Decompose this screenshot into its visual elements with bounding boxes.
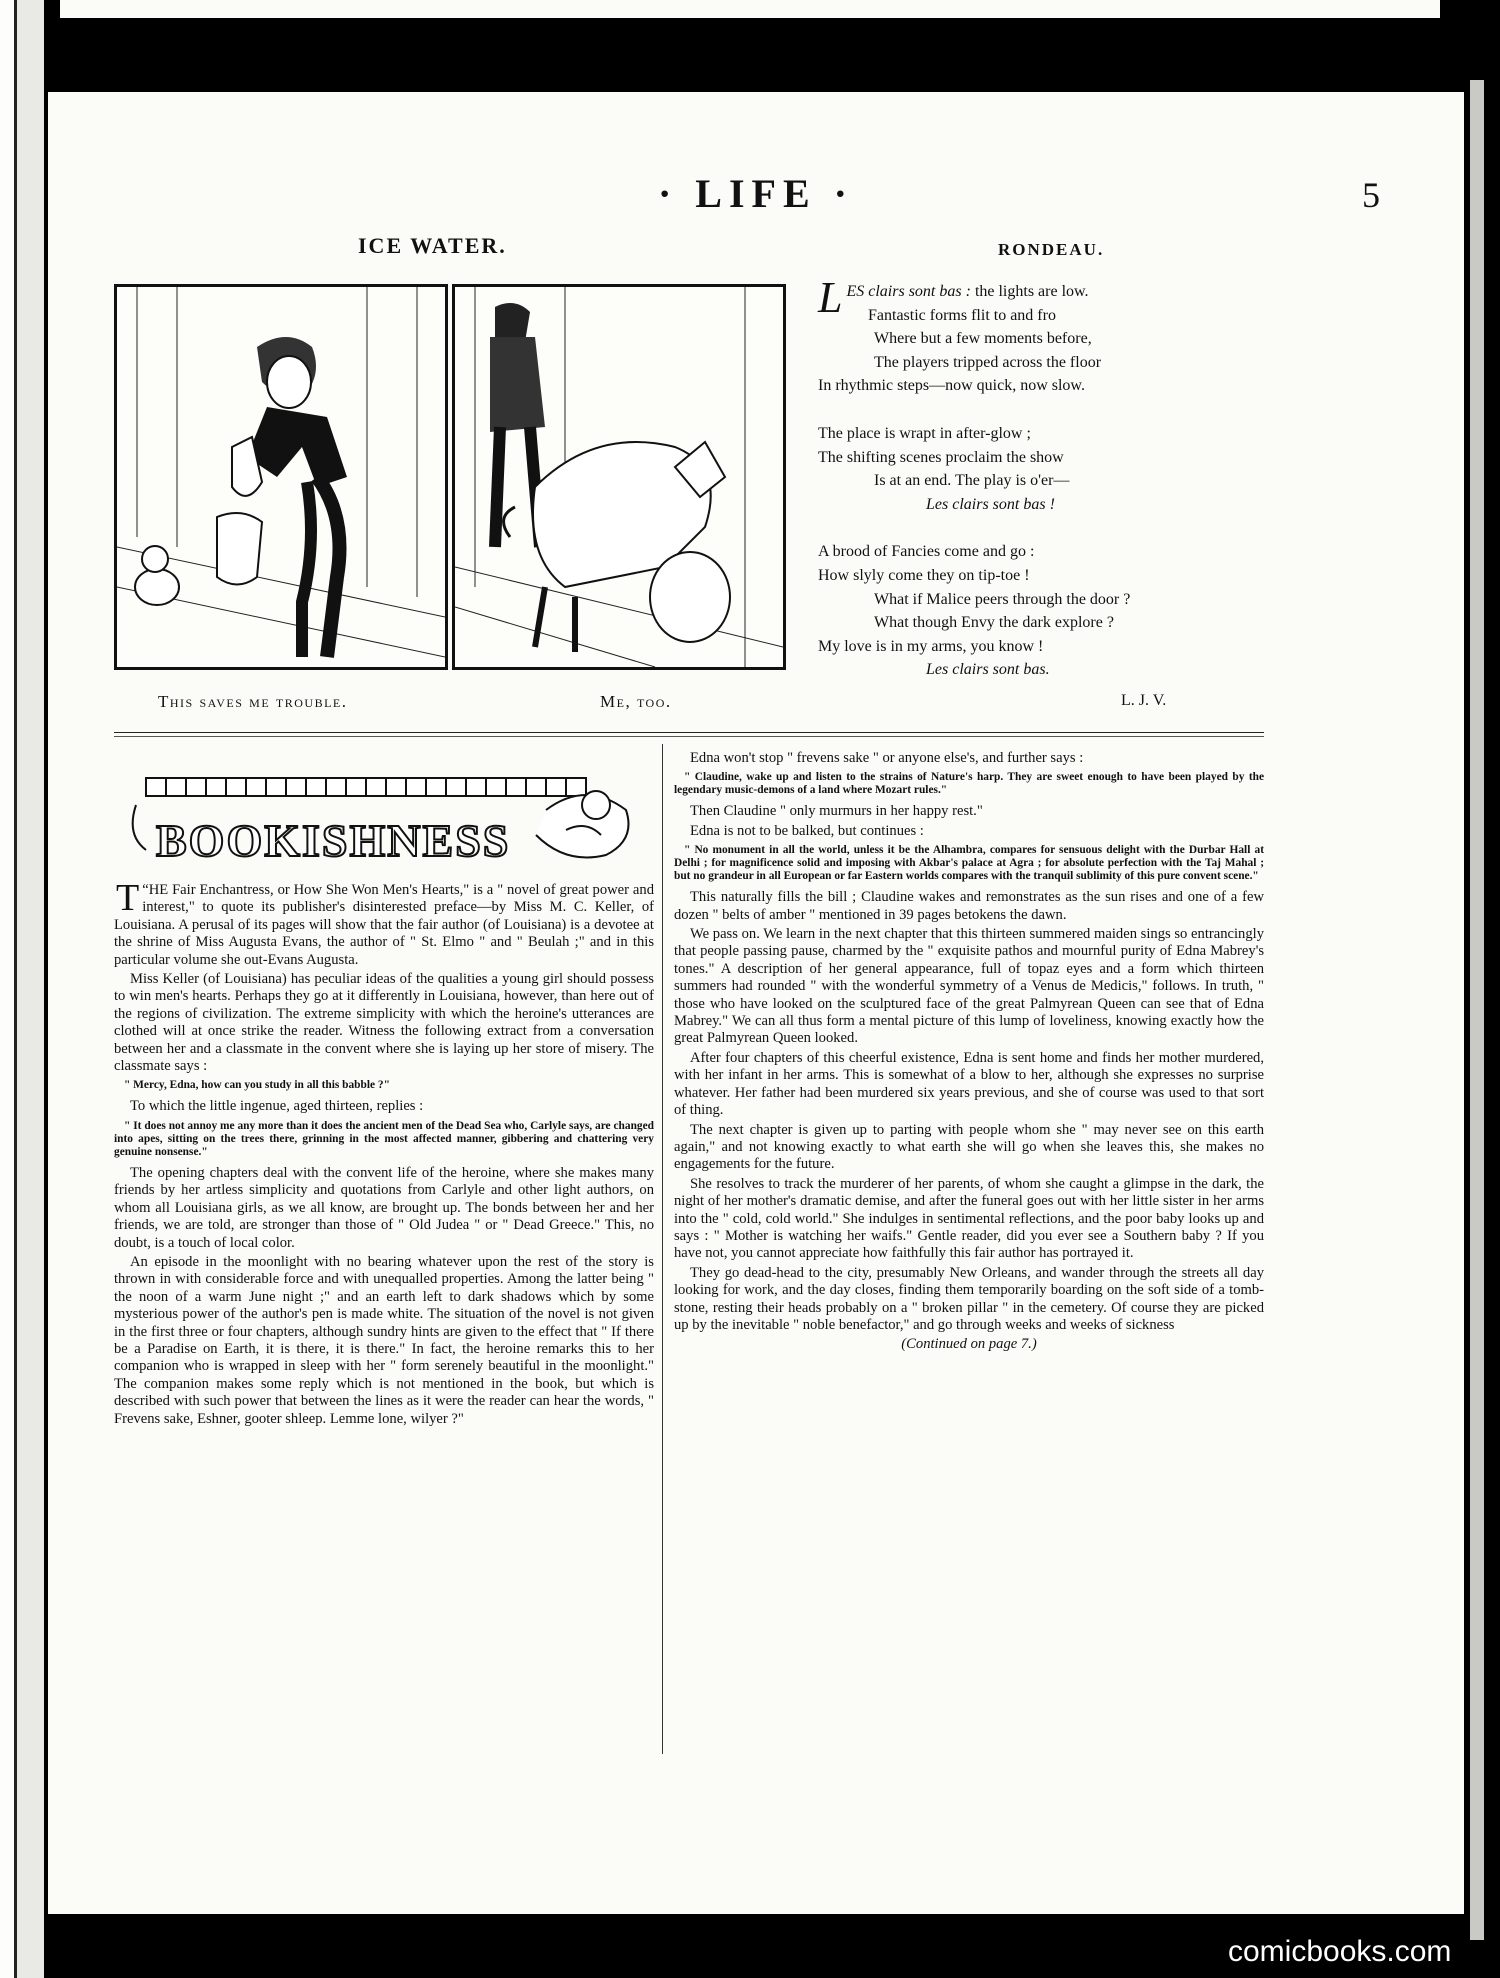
poem-line: the lights are low. [970, 283, 1089, 300]
poem-line: What if Malice peers through the door ? [874, 590, 1131, 608]
cartoon-title: ICE WATER. [358, 233, 507, 258]
drop-cap: T [116, 877, 140, 919]
cartoon-panel-right [452, 284, 786, 670]
block-quote: " Claudine, wake up and listen to the strains of Nature's harp. They are sweet enough to have been played by the legendary music-demons of a land where Mozart rules." [674, 771, 1264, 797]
dog-with-pitcher-illustration [455, 287, 783, 667]
cartoon-caption-left: This saves me trouble. [158, 692, 348, 711]
block-quote: " No monument in all the world, unless it be the Alhambra, compares for sensuous delight with the Durbar Hall at Delhi ; for magnificence solid and imposing with Akbar's palace at Agra ; for absolute perfection with the Taj Mahal ; but no grandeur in all European or far Eastern worlds compares with the tranquil sublimity of this pure convent scene." [674, 844, 1264, 883]
cartoon-panel-left [114, 284, 448, 670]
poem-line: In rhythmic steps—now quick, now slow. [818, 377, 1085, 395]
section-divider [114, 732, 1264, 733]
adjacent-page-edge [0, 0, 44, 1978]
site-watermark: comicbooks.com [1228, 1935, 1452, 1968]
masthead: · LIFE · [657, 171, 855, 216]
paragraph: They go dead-head to the city, presumably New Orleans, and wander through the streets all day looking for work, and the day closes, finding them temporarily boarding on the soft side of a tomb-stone, resting their heads probably on a " broken pillar " in the cemetery. Of course they are picked up by the inevitable " noble benefactor," and go through weeks and weeks of sickness [674, 1264, 1264, 1333]
poem-line: What though Envy the dark explore ? [874, 614, 1114, 632]
poem-line: My love is in my arms, you know ! [818, 637, 1044, 655]
adjacent-page-top [60, 0, 1440, 18]
continued-note: (Continued on page 7.) [901, 1336, 1037, 1353]
banner-title: BOOKISHNESS [156, 815, 511, 866]
poem-line: A brood of Fancies come and go : [818, 543, 1035, 561]
cartoon-caption-right: Me, too. [600, 692, 672, 711]
review-column-right [674, 750, 1264, 1354]
poem-drop-letter: L [818, 273, 843, 322]
rondeau-poem [818, 273, 1288, 682]
paragraph: Miss Keller (of Louisiana) has peculiar ideas of the qualities a young girl should possess to win men's hearts. Perhaps they go at it differently in Louisiana, however, than here out of the regions of civilization. The extreme simplicity with which the heroine's utterances are clothed will at once strike the reader. Witness the following extract from a conversation between her and a classmate in the convent where she is laying up her store of misery. The classmate says : [114, 971, 654, 1075]
page-number: 5 [1362, 175, 1380, 215]
page-right-edge [1470, 80, 1484, 1940]
poem-title: RONDEAU. [998, 240, 1105, 259]
column-divider [662, 744, 663, 1754]
boy-with-pitcher-illustration [117, 287, 445, 667]
paragraph: She resolves to track the murderer of her parents, of whom she caught a glimpse in the dark, the night of her mother's dramatic demise, and after the funeral goes out with her little sister in her arms into the " cold, cold world." She indulges in sentimental reflections, and the poor baby looks up and says : " Mother is watching her waifs." Gentle reader, did you ever see a Southern baby ? If you have not, you cannot appreciate how faithfully this fair author has portrayed it. [674, 1175, 1264, 1262]
section-divider [114, 736, 1264, 737]
poem-line: How slyly come they on tip-toe ! [818, 566, 1030, 584]
block-quote: " Mercy, Edna, how can you study in all this babble ?" [124, 1079, 390, 1092]
paragraph: After four chapters of this cheerful existence, Edna is sent home and finds her mother murdered, with her infant in her arms. This is somewhat of a blow to her, although she expresses no surprise whatever. Her father had been murdered six years previous, and she of course was used to that sort of thing. [674, 1049, 1264, 1119]
paragraph: The opening chapters deal with the convent life of the heroine, where she makes many friends by her artless simplicity and quotations from Carlyle and other light authors, on whom all Louisiana girls, as we all know, are brought up. The bonds between her and her friends, we are told, are stronger than those of " Old Judea " or " Dead Greece." This, no doubt, is a touch of local color. [114, 1164, 654, 1251]
poem-line: ES clairs sont bas : [846, 283, 971, 300]
banner-ornament [126, 760, 646, 870]
poem-refrain: Les clairs sont bas. [926, 661, 1050, 679]
poem-line: The place is wrapt in after-glow ; [818, 424, 1031, 442]
poem-line: The shifting scenes proclaim the show [818, 448, 1064, 466]
paragraph: This naturally fills the bill ; Claudine wakes and remonstrates as the sun rises and one of a few dozen " belts of amber " mentioned in 39 pages betokens the dawn. [674, 889, 1264, 923]
paragraph: Edna won't stop " frevens sake " or anyone else's, and further says : [690, 750, 1084, 766]
poem-line: Is at an end. The play is o'er— [874, 472, 1070, 490]
bookishness-banner [126, 760, 646, 870]
poem-line: The players tripped across the floor [874, 353, 1102, 371]
paragraph: Then Claudine " only murmurs in her happy rest." [690, 803, 983, 820]
paragraph: HE Fair Enchantress, or How She Won Men's Hearts," is a " novel of great power and interest," to quote its publisher's disinterested preface—by Miss M. C. Keller, of Louisiana. A perusal of its pages will show that the fair author (of Louisiana) is a devotee at the shrine of Miss Augusta Evans, the author of " St. Elmo " and " Beulah ;" and in this particular volume she out-Evans Augusta. [114, 882, 654, 968]
poem-line: Where but a few moments before, [874, 330, 1092, 348]
paragraph: Edna is not to be balked, but continues : [690, 822, 924, 839]
poem-signature: L. J. V. [1121, 692, 1167, 709]
magazine-page [48, 92, 1464, 1914]
poem-line: Fantastic forms flit to and fro [868, 306, 1056, 324]
block-quote: " It does not annoy me any more than it does the ancient men of the Dead Sea who, Carlyle says, are changed into apes, sitting on the trees there, grinning in the most affected manner, gibbering and chattering very genuine nonsense." [114, 1119, 654, 1158]
review-column-left: “ T HE Fair Enchantress, or How She Won Men's Hearts," is a " novel of great power and interest," to quote its publisher's disinterested preface—by Miss M. C. Keller, of Louisiana. A perusal of its pages will show that the fair author (of Louisiana) is a devotee at the shrine of Miss Augusta Evans, the author of " St. Elmo " and " Beulah ;" and in this particular volume she out-Evans Augusta. Miss Keller (of Louisiana) has peculiar ideas of the qualities a young girl should possess to win men's hearts. Perhaps they go at it differently in Louisiana, however, than here out of the regions of civilization. The extreme simplicity with which the heroine's utterances are clothed will at once strike the reader. Witness the following extract from a conversation between her and a classmate in the convent where she is laying up her store of misery. The classmate says : " Mercy, Edna, how can you study in all this babble ?" To which the little ingenue, aged thirteen, replies : " It does not annoy me any more than it does the ancient men of the Dead Sea who, Carlyle says, are changed into apes, sitting on the trees there, grinning in the most affected manner, gibbering and chattering very genuine nonsense." The opening chapters deal with the convent life of the heroine, where she makes many friends by her artless simplicity and quotations from Carlyle and other light authors, on whom all Louisiana girls, as we all know, are brought up. The bonds between her and her friends, we are told, are stronger than those of " Old Judea " or " Dead Greece." This, no doubt, is a touch of local color. An episode in the moonlight with no bearing whatever upon the rest of the story is thrown in with considerable force and with unequalled properties. Among the latter being " the noon of a warm June night ;" and an earth left to dark shadows which by some mysterious power of the author's pen is made white. The situation of the novel is not given in the first three or four chapters, although sundry hints are given to the effect that " If there be a Paradise on Earth, it is there, it is there." In fact, the heroine remarks this to her companion who is wrapped in sleep with her " form serenely beautiful in the moonlight." The companion makes some reply which is not mentioned in the book, but which is described with such power that between the lines as it were the reader can hear the words, " Frevens sake, Eshner, gooter shleep. Lemme lone, wilyer ?" [114, 877, 654, 1427]
poem-refrain: Les clairs sont bas ! [926, 495, 1055, 513]
paragraph: The next chapter is given up to parting with people whom she " may never see on this earth again," and not knowing exactly to what earth she will go when she leaves this, she makes no engagements for the future. [674, 1121, 1264, 1173]
paragraph: We pass on. We learn in the next chapter that this thirteen summered maiden sings so entrancingly that people passing pause, charmed by the " exquisite pathos and mournful purity of Edna Mabrey's tones." A description of her general appearance, full of topaz eyes and a form which thirteen summers had rounded " with the wonderful symmetry of a Venus de Medicis," follows. In truth, " those who have looked on the sculptured face of the great Palmyrean Queen can see that of Edna Mabrey." We can all thus form a mental picture of this lump of loveliness, knowing exactly how the great Palmyrean Queen looked. [674, 926, 1264, 1047]
paragraph: An episode in the moonlight with no bearing whatever upon the rest of the story is thrown in with considerable force and with unequalled properties. Among the latter being " the noon of a warm June night ;" and an earth left to dark shadows which by some mysterious power of the author's pen is made white. The situation of the novel is not given in the first three or four chapters, although sundry hints are given to the effect that " If there be a Paradise on Earth, it is there, it is there." In fact, the heroine remarks this to her companion who is wrapped in sleep with her " form serenely beautiful in the moonlight." The companion makes some reply which is not mentioned in the book, but which is described with such power that between the lines as it were the reader can hear the words, " Frevens sake, Eshner, gooter shleep. Lemme lone, wilyer ?" [114, 1253, 654, 1427]
paragraph: To which the little ingenue, aged thirteen, replies : [130, 1098, 424, 1115]
